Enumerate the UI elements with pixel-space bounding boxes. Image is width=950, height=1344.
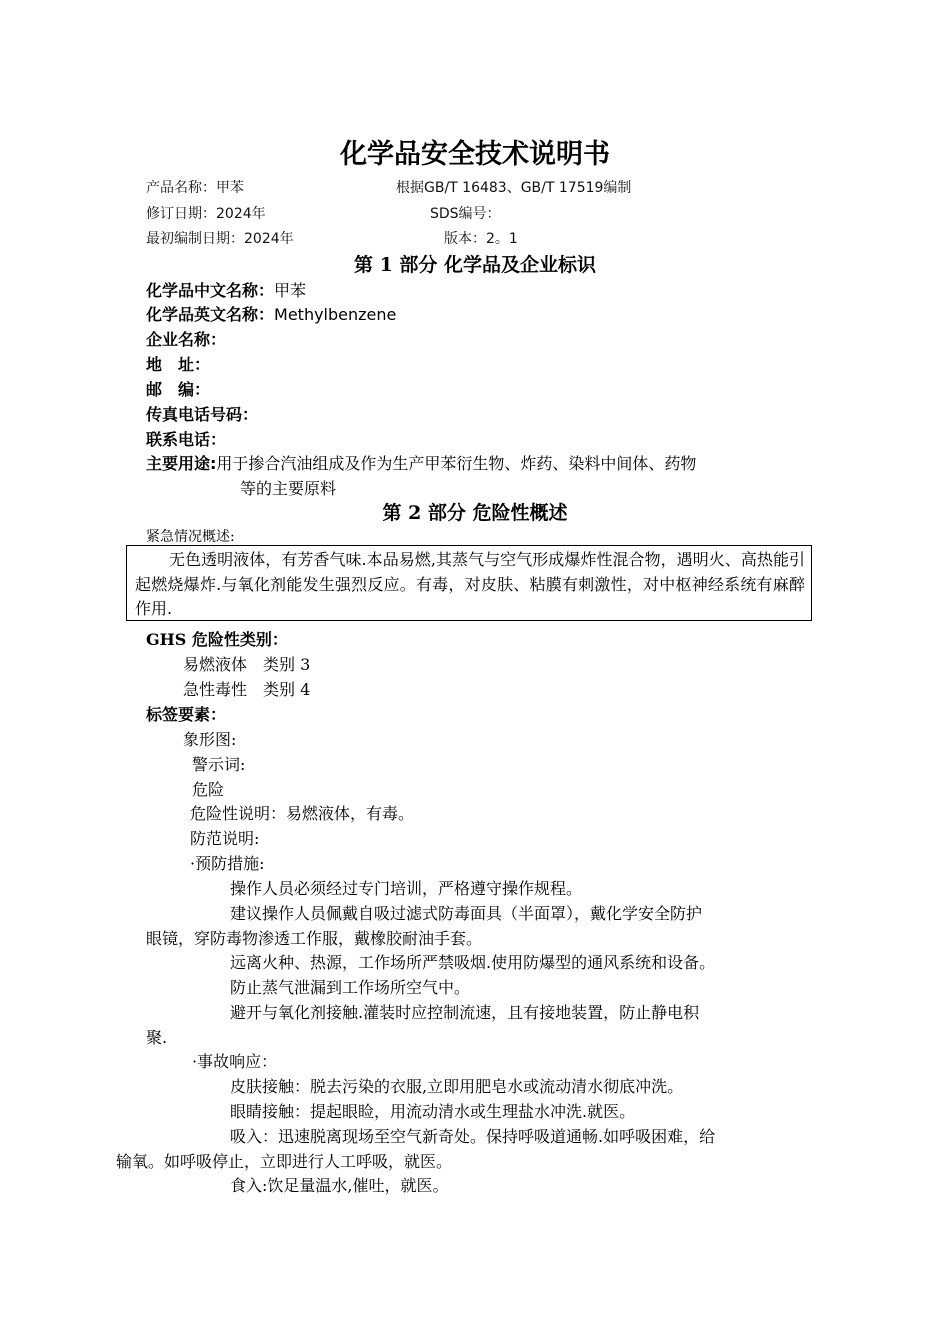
chinese-name-label: 化学品中文名称： [146, 281, 275, 300]
address-label [146, 352, 210, 375]
chinese-name-value: 甲苯 [274, 281, 307, 300]
revision-date: 修订日期：2024年 [146, 206, 266, 222]
response-ingestion: 食入:饮足量温水,催吐，就医。 [230, 1176, 449, 1195]
prevention-item-5-line1: 避开与氧化剂接触.灌装时应控制流速，且有接地装置，防止静电积 [230, 1003, 700, 1022]
first-compiled-date: 最初编制日期：2024年 [146, 231, 294, 247]
section-1-title: 第 1 部分 化学品及企业标识 [353, 254, 597, 276]
postcode-label-text: 邮 编： [146, 380, 211, 399]
response-label: ·事故响应： [192, 1052, 278, 1071]
english-name-value: Methylbenzene [274, 305, 397, 324]
address-label-text: 地 址： [146, 355, 211, 374]
standard-basis: 根据GB/T 16483、GB/T 17519编制 [396, 180, 632, 196]
usage-text-line1: 用于掺合汽油组成及作为生产甲苯衍生物、炸药、染料中间体、药物 [216, 454, 697, 473]
prevention-label: ·预防措施: [190, 854, 265, 873]
prevention-item-2-line2: 眼镜，穿防毒物渗透工作服，戴橡胶耐油手套。 [146, 929, 483, 948]
precaution-label: 防范说明: [190, 829, 260, 848]
fax-label-text: 传真电话号码： [146, 405, 259, 424]
english-name-row [146, 302, 396, 325]
prevention-item-5-line2: 聚. [146, 1028, 168, 1047]
label-elements-label: 标签要素： [146, 705, 227, 724]
pictogram-label: 象形图: [183, 730, 237, 749]
emergency-overview-label: 紧急情况概述: [146, 529, 235, 545]
section-2-title: 第 2 部分 危险性概述 [382, 502, 568, 524]
sds-number: SDS编号： [430, 206, 501, 222]
fax-label [146, 402, 258, 425]
usage-row [146, 451, 696, 474]
ghs-acute-toxicity: 急性毒性 类别 4 [183, 680, 311, 699]
prevention-item-4: 防止蒸气泄漏到工作场所空气中。 [230, 978, 471, 997]
signal-word: 危险 [192, 780, 225, 799]
document-title: 化学品安全技术说明书 [340, 139, 610, 170]
response-inhalation-line2: 输氧。如呼吸停止，立即进行人工呼吸，就医。 [116, 1152, 453, 1171]
company-label-text: 企业名称： [146, 330, 227, 349]
prevention-item-3: 远离火种、热源，工作场所严禁吸烟.使用防爆型的通风系统和设备。 [230, 953, 716, 972]
prevention-item-1: 操作人员必须经过专门培训，严格遵守操作规程。 [230, 879, 583, 898]
prevention-item-2-line1: 建议操作人员佩戴自吸过滤式防毒面具（半面罩），戴化学安全防护 [230, 904, 703, 923]
product-name: 产品名称：甲苯 [146, 180, 244, 196]
postcode-label [146, 377, 210, 400]
emergency-overview-box: 无色透明液体，有芳香气味.本品易燃,其蒸气与空气形成爆炸性混合物，遇明火、高热能引起燃烧爆炸.与氧化剂能发生强烈反应。有毒，对皮肤、粘膜有刺激性，对中枢神经系统有麻醉作用. [126, 545, 812, 621]
usage-label: 主要用途: [146, 454, 217, 473]
ghs-category-label: GHS 危险性类别： [146, 630, 288, 649]
version: 版本：2。1 [444, 231, 518, 247]
response-eyes: 眼睛接触：提起眼睑，用流动清水或生理盐水冲洗.就医。 [230, 1102, 636, 1121]
response-inhalation-line1: 吸入：迅速脱离现场至空气新奇处。保持呼吸道通畅.如呼吸困难，给 [230, 1127, 716, 1146]
english-name-label: 化学品英文名称： [146, 305, 275, 324]
signal-word-label: 警示词: [192, 755, 246, 774]
ghs-flammable-liquid: 易燃液体 类别 3 [183, 655, 311, 674]
company-name-label [146, 327, 226, 350]
response-skin: 皮肤接触：脱去污染的衣服,立即用肥皂水或流动清水彻底冲洗。 [230, 1077, 684, 1096]
phone-label-text: 联系电话： [146, 430, 227, 449]
usage-text-line2: 等的主要原料 [240, 479, 337, 498]
hazard-statement: 危险性说明：易燃液体，有毒。 [190, 804, 415, 823]
phone-label [146, 427, 226, 450]
chinese-name-row [146, 278, 306, 301]
